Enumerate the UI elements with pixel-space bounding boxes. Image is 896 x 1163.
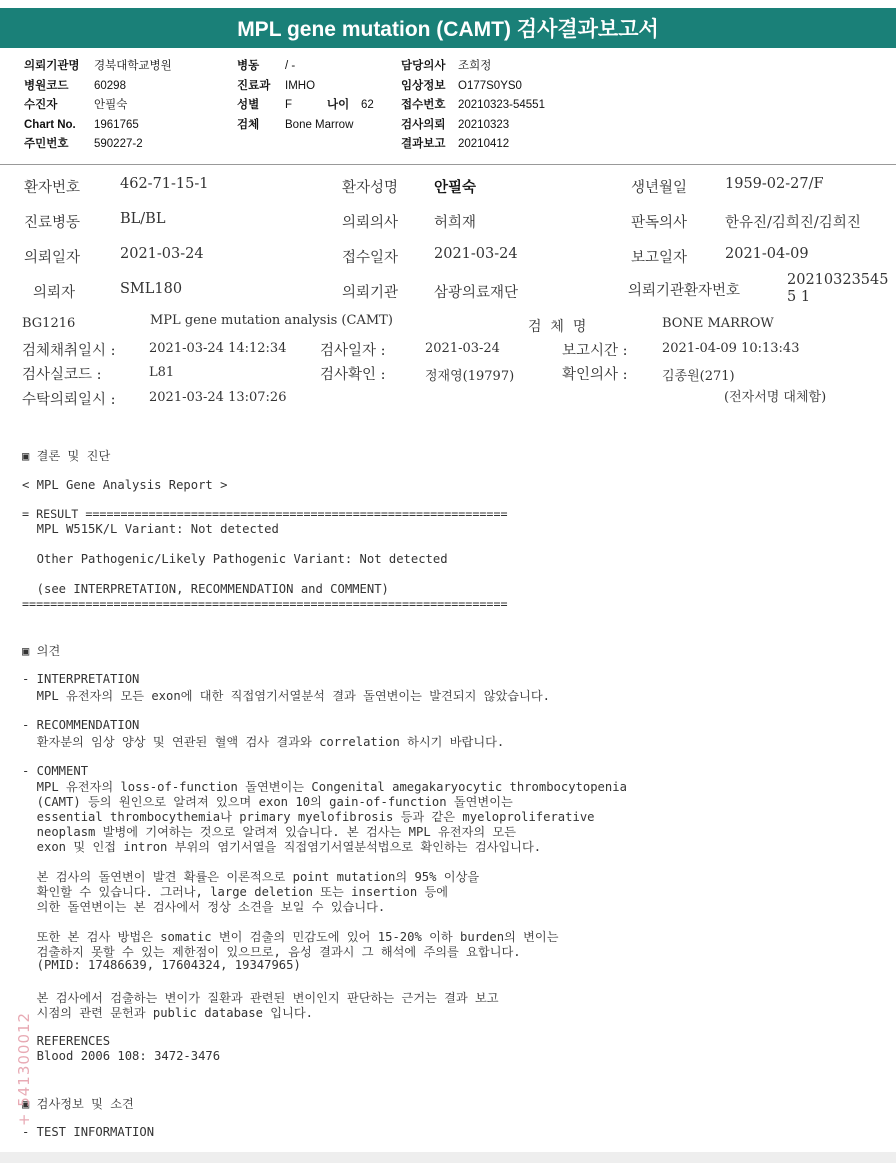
header-label: 주민번호 (24, 138, 69, 150)
report-line: - INTERPRETATION (22, 672, 140, 686)
patient-label: 진료병동 (24, 215, 81, 231)
patient-label: 의뢰의사 (342, 215, 399, 231)
report-line: 본 검사에서 검출하는 변이가 질환과 관련된 변이인지 판단하는 근거는 결과 보고 (22, 991, 499, 1005)
report-line: 시점의 관련 문헌과 public database 입니다. (22, 1006, 313, 1020)
report-line: 확인할 수 있습니다. 그러나, large deletion 또는 insertion 등에 (22, 885, 449, 899)
confirm-value: 정재영(19797) (425, 369, 515, 384)
report-line: (PMID: 17486639, 17604324, 19347965) (22, 958, 301, 972)
test-date-label: 검사일자 : (320, 343, 386, 359)
patient-value: 삼광의료재단 (434, 285, 519, 301)
result-divider-bottom: ===================================================================== (22, 597, 508, 611)
result-line: (see INTERPRETATION, RECOMMENDATION and COMMENT) (22, 582, 389, 596)
test-name: MPL gene mutation analysis (CAMT) (150, 313, 393, 328)
patient-value: 202103235455 1 (787, 272, 889, 305)
specimen-code: BG1216 (22, 316, 76, 331)
patient-label: 판독의사 (631, 215, 688, 231)
patient-label: 의뢰기관환자번호 (628, 283, 741, 299)
patient-label: 의뢰자 (33, 285, 76, 301)
header-label: 의뢰기관명 (24, 60, 80, 72)
header-value: 590227-2 (94, 138, 143, 150)
patient-label: 보고일자 (631, 250, 688, 266)
report-line: - RECOMMENDATION (22, 718, 140, 732)
esign-note: (전자서명 대체함) (724, 390, 827, 405)
header-label: Chart No. (24, 118, 76, 131)
patient-label: 접수일자 (342, 250, 399, 266)
report-line: (CAMT) 등의 원인으로 알려져 있으며 exon 10의 gain-of-function 돌연변이는 (22, 795, 513, 809)
patient-value: 허희재 (434, 215, 477, 231)
header-label: 검체 (237, 118, 260, 131)
patient-value: SML180 (120, 281, 183, 297)
header-value: 20210323-54551 (458, 99, 545, 111)
report-line: - COMMENT (22, 764, 89, 778)
patient-label: 환자번호 (24, 180, 81, 196)
header-label: 성별 (237, 99, 260, 111)
report-line: < MPL Gene Analysis Report > (22, 478, 228, 492)
result-divider-top: = RESULT ============================================================ (22, 507, 508, 521)
report-time-value: 2021-04-09 10:13:43 (662, 341, 800, 356)
patient-label: 환자성명 (342, 180, 399, 196)
header-col1 (24, 57, 172, 155)
report-line: exon 및 인접 intron 부위의 염기서열을 직접염기서열분석법으로 확인하는 검사입니다. (22, 840, 542, 854)
section-opinion-heading: ▣ 의견 (22, 644, 61, 658)
confirm-doctor-value: 김종원(271) (662, 369, 735, 384)
header-col3 (401, 57, 545, 155)
patient-value: 2021-04-09 (725, 246, 809, 262)
header-value: 경북대학교병원 (94, 60, 172, 72)
header-label: 접수번호 (401, 99, 446, 111)
report-line: 또한 본 검사 방법은 somatic 변이 검출의 민감도에 있어 15-20% 이하 burden의 변이는 (22, 930, 559, 944)
patient-value: BL/BL (120, 211, 166, 227)
result-line: MPL W515K/L Variant: Not detected (22, 522, 279, 536)
section-conclusion-heading: ▣ 결론 및 진단 (22, 449, 111, 463)
test-date-value: 2021-03-24 (425, 341, 500, 356)
header-label: 결과보고 (401, 138, 446, 150)
header-label: 담당의사 (401, 60, 446, 72)
header-label: 임상정보 (401, 79, 446, 92)
section-test-info-heading: ▣ 검사정보 및 소견 (22, 1097, 134, 1111)
header-value: O177S0YS0 (458, 79, 522, 92)
consign-label: 수탁의뢰일시 : (22, 392, 116, 408)
patient-label: 의뢰일자 (24, 250, 81, 266)
header-value: 20210412 (458, 138, 510, 150)
header-label: 진료과 (237, 79, 271, 92)
report-title: MPL gene mutation (CAMT) 검사결과보고서 (0, 8, 896, 48)
header-label: 나이 (327, 99, 350, 111)
header-value: F (285, 99, 293, 111)
header-value: 1961765 (94, 118, 139, 131)
header-value: 조희정 (458, 60, 492, 72)
header-value: 20210323 (458, 118, 510, 131)
report-line: MPL 유전자의 loss-of-function 돌연변이는 Congenital amegakaryocytic thrombocytopenia (22, 780, 627, 794)
lab-code-label: 검사실코드 : (22, 367, 102, 383)
header-label: 수진자 (24, 99, 58, 111)
specimen-value: BONE MARROW (662, 316, 774, 331)
vertical-stamp: + 541300012 (15, 1011, 33, 1127)
page-footer-bar (0, 1152, 896, 1163)
patient-value: 2021-03-24 (120, 246, 204, 262)
collect-label: 검체채취일시 : (22, 343, 116, 359)
patient-value: 1959-02-27/F (725, 176, 824, 192)
header-divider (0, 164, 896, 165)
header-label: 병원코드 (24, 79, 69, 92)
report-time-label: 보고시간 : (562, 343, 628, 359)
report-line: Blood 2006 108: 3472-3476 (22, 1049, 221, 1063)
patient-label: 의뢰기관 (342, 285, 399, 301)
report-line: - REFERENCES (22, 1034, 111, 1048)
header-label: 병동 (237, 60, 260, 72)
patient-value: 2021-03-24 (434, 246, 518, 262)
patient-value: 462-71-15-1 (120, 176, 209, 192)
result-line: Other Pathogenic/Likely Pathogenic Variant: Not detected (22, 552, 448, 566)
report-line: neoplasm 발병에 기여하는 것으로 알려져 있습니다. 본 검사는 MPL 유전자의 모든 (22, 825, 516, 839)
patient-name: 안필숙 (434, 179, 477, 196)
header-value: Bone Marrow (285, 118, 354, 131)
confirm-doctor-label: 확인의사 : (562, 367, 628, 383)
header-value: 안필숙 (94, 99, 128, 111)
report-line: 검출하지 못할 수 있는 제한점이 있으므로, 음성 결과시 그 해석에 주의를 요합니다. (22, 945, 521, 959)
header-value: 60298 (94, 79, 126, 92)
report-line: - TEST INFORMATION (22, 1125, 155, 1139)
header-value: / - (285, 60, 296, 72)
report-line: essential thrombocythemia나 primary myelofibrosis 등과 같은 myeloproliferative (22, 810, 595, 824)
header-value: IMHO (285, 79, 316, 92)
confirm-label: 검사확인 : (320, 367, 386, 383)
patient-value: 한유진/김희진/김희진 (725, 215, 861, 231)
specimen-label: 검 체 명 (528, 319, 587, 335)
patient-label: 생년월일 (631, 180, 688, 196)
report-line: 의한 돌연변이는 본 검사에서 정상 소견을 보일 수 있습니다. (22, 900, 386, 914)
collect-value: 2021-03-24 14:12:34 (149, 341, 287, 356)
header-col2 (237, 57, 374, 135)
report-line: 환자분의 임상 양상 및 연관된 혈액 검사 결과와 correlation 하시기 바랍니다. (22, 735, 505, 749)
header-value: 62 (361, 99, 374, 111)
consign-value: 2021-03-24 13:07:26 (149, 390, 287, 405)
lab-code-value: L81 (149, 365, 175, 380)
header-label: 검사의뢰 (401, 118, 446, 131)
report-line: MPL 유전자의 모든 exon에 대한 직접염기서열분석 결과 돌연변이는 발견되지 않았습니다. (22, 689, 550, 703)
report-line: 본 검사의 돌연변이 발견 확률은 이론적으로 point mutation의 95% 이상을 (22, 870, 480, 884)
